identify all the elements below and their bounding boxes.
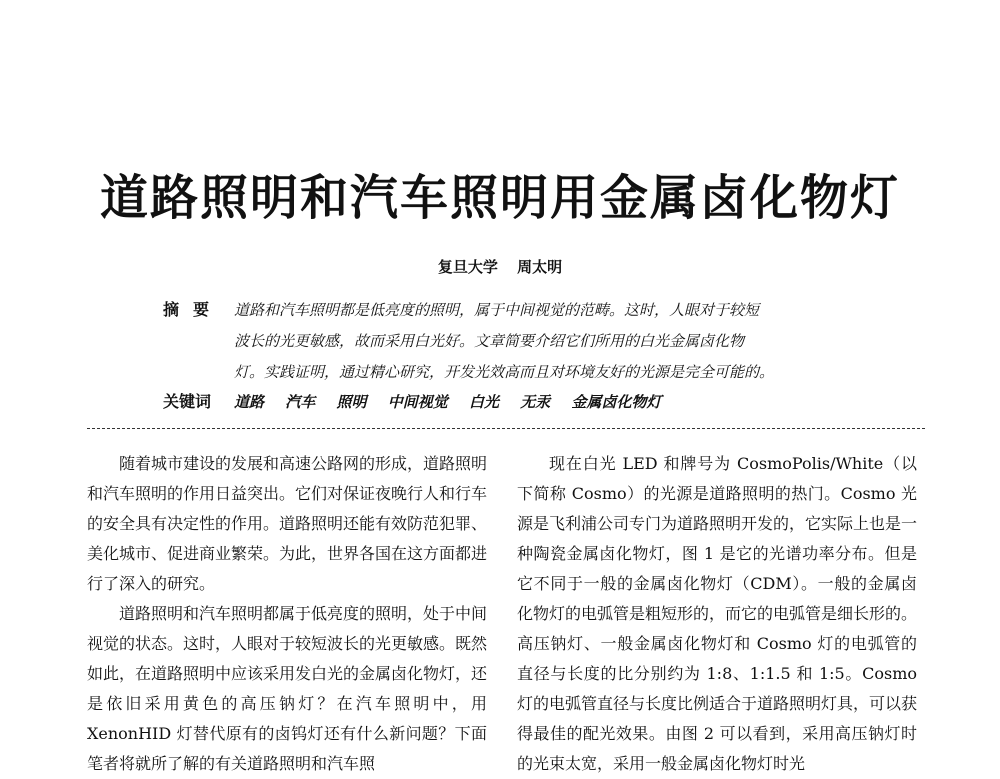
keyword: 金属卤化物灯	[571, 393, 662, 411]
body-paragraph: 现在白光 LED 和牌号为 CosmoPolis/White（以下简称 Cosmo）的光源是道路照明的热门。Cosmo 光源是飞利浦公司专门为道路照明开发的，它实际上也是一种陶瓷金属卤化物灯，图 1 是它的光谱功率分布。但是它不同于一般的金属卤化物灯（CDM）。一般的金属卤化物灯的电弧管是粗短形的，而它的电弧管是细长形的。高压钠灯、一般金属卤化物灯和 Cosmo 灯的电弧管的直径与长度的比分别约为 1:8、1:1.5 和 1:5。Cosmo 灯的电弧管直径与长度比例适合于道路照明灯具，可以获得最佳的配光效果。由图 2 可以看到，采用高压钠灯时的光束太宽，采用一般金属卤化物灯时光	[517, 454, 918, 773]
author-affiliation: 复旦大学	[437, 258, 498, 276]
keyword: 汽车	[285, 393, 316, 411]
keyword: 中间视觉	[387, 393, 448, 411]
keyword: 照明	[336, 393, 367, 411]
body-paragraph: 随着城市建设的发展和高速公路网的形成，道路照明和汽车照明的作用日益突出。它们对保证夜晚行人和行车的安全具有决定性的作用。道路照明还能有效防范犯罪、美化城市、促进商业繁荣。为此，世界各国在这方面都进行了深入的研究。	[87, 454, 488, 593]
abstract-label: 摘要	[163, 300, 224, 319]
keywords-list	[234, 392, 678, 412]
body-column-left	[87, 449, 487, 779]
keyword: 道路	[234, 393, 265, 411]
author-line	[0, 257, 1000, 277]
abstract-line: 波长的光更敏感，故而采用白光好。文章简要介绍它们所用的白光金属卤化物	[234, 332, 745, 350]
paper-title: 道路照明和汽车照明用金属卤化物灯	[99, 170, 900, 226]
keyword: 无汞	[520, 393, 551, 411]
body-column-right	[517, 449, 917, 779]
keyword: 白光	[469, 393, 500, 411]
section-divider	[87, 428, 925, 429]
author-name: 周太明	[517, 258, 563, 276]
body-paragraph: 道路照明和汽车照明都属于低亮度的照明，处于中间视觉的状态。这时，人眼对于较短波长的光更敏感。既然如此，在道路照明中应该采用发白光的金属卤化物灯，还是依旧采用黄色的高压钠灯？在汽车照明中，用 XenonHID 灯替代原有的卤钨灯还有什么新问题？下面笔者将就所了解的有关道路照明和汽车照	[87, 604, 488, 773]
abstract-line: 道路和汽车照明都是低亮度的照明，属于中间视觉的范畴。这时，人眼对于较短	[234, 301, 760, 319]
abstract-line: 灯。实践证明，通过精心研究，开发光效高而且对环境友好的光源是完全可能的。	[234, 363, 775, 381]
keywords-label: 关键词	[163, 392, 212, 411]
